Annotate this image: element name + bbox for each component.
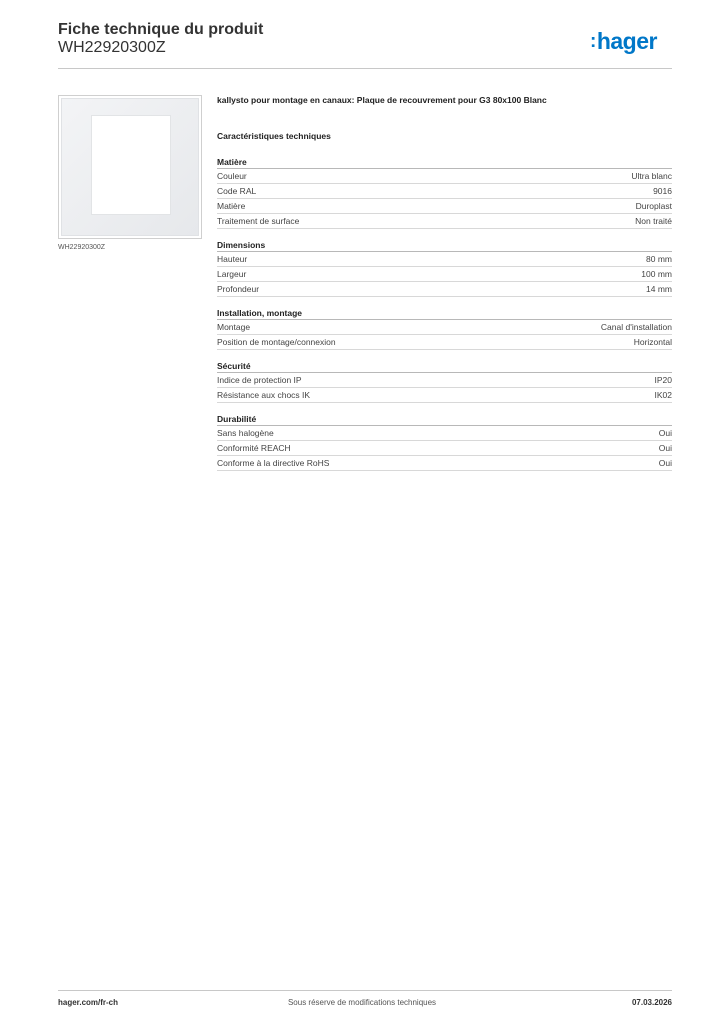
spec-label: Hauteur — [217, 254, 248, 264]
hager-logo — [590, 28, 657, 55]
section-title: Durabilité — [217, 413, 672, 426]
spec-label: Matière — [217, 201, 246, 211]
spec-value: IP20 — [654, 375, 672, 385]
spec-section — [217, 360, 672, 403]
spec-label: Conformité REACH — [217, 443, 291, 453]
section-title: Installation, montage — [217, 307, 672, 320]
spec-row — [217, 267, 672, 282]
spec-value: IK02 — [654, 390, 672, 400]
product-image — [58, 95, 202, 239]
footer-disclaimer: Sous réserve de modifications techniques — [287, 998, 437, 1007]
spec-value: Oui — [658, 458, 672, 468]
spec-value: Oui — [658, 443, 672, 453]
cover-plate-image — [61, 98, 199, 236]
spec-label: Traitement de surface — [217, 216, 300, 226]
spec-section — [217, 239, 672, 297]
spec-value: Ultra blanc — [631, 171, 672, 181]
spec-label: Largeur — [217, 269, 247, 279]
spec-value: 14 mm — [646, 284, 672, 294]
footer-divider — [58, 990, 672, 991]
spec-value: Non traité — [635, 216, 672, 226]
image-caption: WH22920300Z — [58, 244, 106, 251]
logo-text: hager — [596, 28, 657, 54]
spec-row — [217, 184, 672, 199]
plate-opening — [91, 115, 171, 215]
spec-value: Oui — [658, 428, 672, 438]
spec-row — [217, 426, 672, 441]
spec-label: Sans halogène — [217, 428, 274, 438]
spec-row — [217, 282, 672, 297]
spec-section — [217, 307, 672, 350]
spec-value: Canal d'installation — [600, 322, 672, 332]
spec-row — [217, 441, 672, 456]
spec-value: 9016 — [653, 186, 672, 196]
section-title: Dimensions — [217, 239, 672, 252]
spec-value: 100 mm — [641, 269, 672, 279]
spec-label: Code RAL — [217, 186, 257, 196]
header-divider — [58, 68, 672, 69]
footer-website: hager.com/fr-ch — [58, 998, 119, 1007]
spec-row — [217, 320, 672, 335]
spec-row — [217, 373, 672, 388]
spec-row — [217, 214, 672, 229]
product-code: WH22920300Z — [58, 39, 166, 56]
spec-label: Montage — [217, 322, 251, 332]
spec-label: Couleur — [217, 171, 247, 181]
spec-row — [217, 199, 672, 214]
spec-row — [217, 456, 672, 471]
spec-label: Conforme à la directive RoHS — [217, 458, 330, 468]
page-title: Fiche technique du produit — [58, 21, 264, 38]
spec-row — [217, 252, 672, 267]
section-title: Matière — [217, 156, 672, 169]
spec-value: Duroplast — [635, 201, 672, 211]
spec-value: 80 mm — [646, 254, 672, 264]
footer-date: 07.03.2026 — [631, 998, 672, 1007]
spec-label: Indice de protection IP — [217, 375, 302, 385]
spec-section — [217, 413, 672, 471]
product-description: kallysto pour montage en canaux: Plaque de recouvrement pour G3 80x100 Blanc — [217, 95, 547, 105]
spec-row — [217, 335, 672, 350]
specs-heading: Caractéristiques techniques — [217, 131, 331, 141]
specs-table — [217, 156, 672, 481]
spec-value: Horizontal — [633, 337, 672, 347]
spec-label: Résistance aux chocs IK — [217, 390, 311, 400]
spec-row — [217, 169, 672, 184]
section-title: Sécurité — [217, 360, 672, 373]
spec-label: Position de montage/connexion — [217, 337, 336, 347]
logo-dots: : — [590, 31, 596, 52]
spec-label: Profondeur — [217, 284, 260, 294]
spec-section — [217, 156, 672, 229]
spec-row — [217, 388, 672, 403]
